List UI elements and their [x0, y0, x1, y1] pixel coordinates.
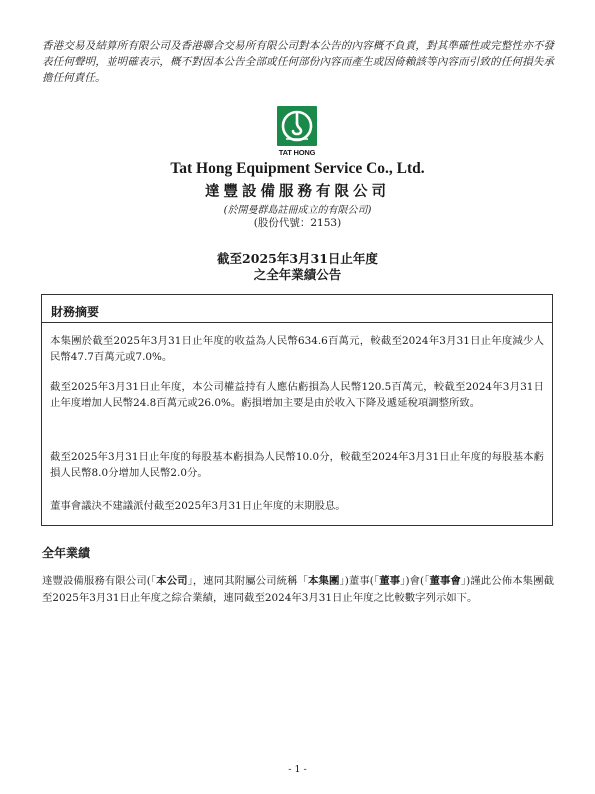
hook-icon: [277, 106, 317, 146]
highlight-dividend: 董事會議決不建議派付截至2025年3月31日止年度的末期股息。: [50, 500, 346, 512]
financial-highlights-heading: 財務摘要: [51, 305, 100, 319]
stock-code: (股份代號：2153): [253, 217, 342, 229]
page-number: - 1 -: [288, 764, 307, 775]
logo-wordmark: TAT HONG: [278, 148, 316, 157]
announcement-title-line2: 之全年業績公告: [253, 267, 342, 282]
highlight-revenue: 本集團於截至2025年3月31日止年度的收益為人民幣634.6百萬元，較截至2024年3月31日止年度減少人民幣47.7百萬元或7.0%。: [50, 335, 544, 363]
annual-results-heading: 全年業績: [42, 546, 91, 560]
company-logo: [277, 106, 317, 158]
incorporation-note: (於開曼群島註冊成立的有限公司): [223, 205, 372, 216]
financial-highlights-box: [41, 294, 553, 526]
annual-results-paragraph: 達豐設備服務有限公司(「本公司」，連同其附屬公司統稱「本集團」)董事(「董事」)會(「董事會」)謹此公佈本集團截至2025年3月31日止年度之綜合業績，連同截至2024年3月31日止年度之比較數字列示如下。: [42, 575, 554, 604]
divider: [42, 322, 552, 323]
highlight-loss: 截至2025年3月31日止年度，本公司權益持有人應佔虧損為人民幣120.5百萬元，較截至2024年3月31日止年度增加人民幣24.8百萬元或26.0%。虧損增加主要是由於收入下降及遞延稅項調整所致。: [50, 381, 544, 409]
company-name-zh: 達豐設備服務有限公司: [205, 183, 390, 200]
disclaimer-text: 香港交易及結算所有限公司及香港聯合交易所有限公司對本公告的內容概不負責，對其準確性或完整性亦不發表任何聲明，並明確表示，概不對因本公告全部或任何部份內容而產生或因倚賴該等內容而引致的任何損失承擔任何責任。: [42, 40, 554, 84]
company-name-en: Tat Hong Equipment Service Co., Ltd.: [170, 160, 425, 177]
highlight-loss-per-share: 截至2025年3月31日止年度的每股基本虧損為人民幣10.0分，較截至2024年3月31日止年度的每股基本虧損人民幣8.0分增加人民幣2.0分。: [50, 451, 544, 479]
announcement-title-line1: 截至2025年3月31日止年度: [217, 251, 378, 266]
